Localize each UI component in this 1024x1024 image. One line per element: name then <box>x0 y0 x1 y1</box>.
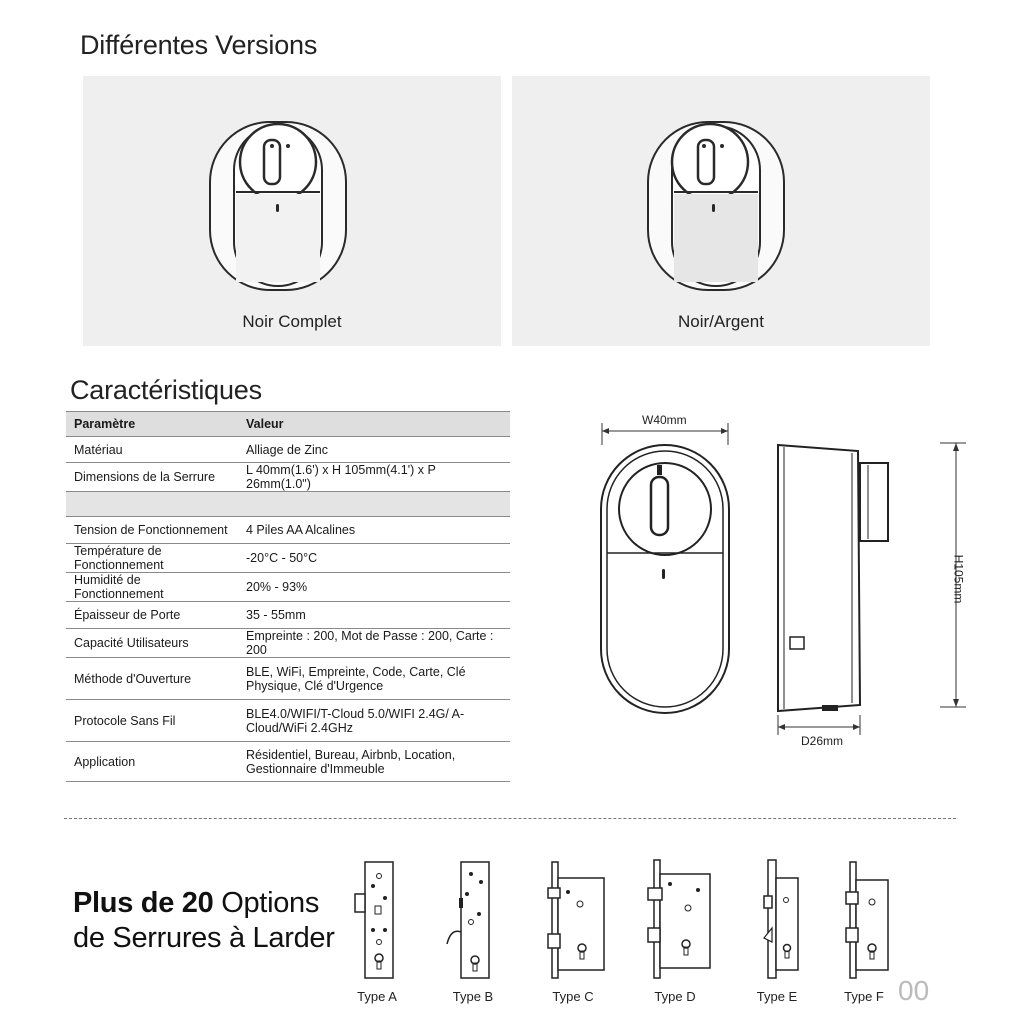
spec-param: Dimensions de la Serrure <box>66 463 238 492</box>
spec-value: 4 Piles AA Alcalines <box>238 517 510 544</box>
version-card-noir-complet <box>83 76 501 346</box>
spec-param: Application <box>66 742 238 782</box>
table-row-empty <box>66 492 510 517</box>
corner-mark: 00 <box>898 975 930 1006</box>
width-label: W40mm <box>642 413 687 427</box>
table-row <box>66 700 510 742</box>
header-valeur: Valeur <box>238 412 510 437</box>
table-row <box>66 437 510 463</box>
lock-illustration-black <box>208 120 348 292</box>
versions-title: Différentes Versions <box>80 30 318 60</box>
mortise-count: Plus de 20 <box>73 887 214 919</box>
mortise-type-label: Type A <box>357 989 397 1004</box>
mortise-type-b-icon <box>437 858 507 984</box>
table-row <box>66 463 510 492</box>
dimension-drawing <box>590 405 990 760</box>
mortise-type-label: Type C <box>552 989 594 1004</box>
mortise-type-label: Type D <box>654 989 696 1004</box>
spec-param: Humidité de Fonctionnement <box>66 573 238 602</box>
table-row <box>66 544 510 573</box>
spec-value: Empreinte : 200, Mot de Passe : 200, Carte : 200 <box>238 629 510 658</box>
header-parametre: Paramètre <box>66 412 238 437</box>
spec-value: L 40mm(1.6') x H 105mm(4.1') x P 26mm(1.0") <box>238 463 510 492</box>
table-row <box>66 742 510 782</box>
mortise-title-line1 <box>73 886 335 921</box>
version-caption: Noir/Argent <box>678 312 764 331</box>
mortise-title-line2: de Serrures à Larder <box>73 922 335 954</box>
version-caption: Noir Complet <box>242 312 342 331</box>
depth-label: D26mm <box>801 734 844 748</box>
table-header-row <box>66 412 510 437</box>
section-divider <box>64 818 956 819</box>
mortise-type-a-icon <box>345 858 415 984</box>
mortise-type-d-icon <box>640 856 716 982</box>
table-row <box>66 602 510 629</box>
specs-table <box>66 411 510 782</box>
lock-illustration-silver <box>646 120 786 292</box>
specs-title: Caractéristiques <box>70 375 262 405</box>
spec-value: Résidentiel, Bureau, Airbnb, Location, Gestionnaire d'Immeuble <box>238 742 510 782</box>
spec-param: Température de Fonctionnement <box>66 544 238 573</box>
mortise-type-e-icon <box>750 856 810 982</box>
spec-value: 20% - 93% <box>238 573 510 602</box>
table-row <box>66 517 510 544</box>
spec-param: Méthode d'Ouverture <box>66 658 238 700</box>
spec-value: -20°C - 50°C <box>238 544 510 573</box>
spec-value: BLE4.0/WIFI/T-Cloud 5.0/WIFI 2.4G/ A-Cloud/WiFi 2.4GHz <box>238 700 510 742</box>
mortise-title <box>73 886 335 956</box>
mortise-title-rest: Options <box>213 887 320 919</box>
spec-value: Alliage de Zinc <box>238 437 510 463</box>
spec-param: Matériau <box>66 437 238 463</box>
height-label: H105mm <box>951 554 966 604</box>
table-row <box>66 658 510 700</box>
spec-param: Protocole Sans Fil <box>66 700 238 742</box>
version-card-noir-argent <box>512 76 930 346</box>
table-row <box>66 629 510 658</box>
spec-param: Capacité Utilisateurs <box>66 629 238 658</box>
spec-value: BLE, WiFi, Empreinte, Code, Carte, Clé Physique, Clé d'Urgence <box>238 658 510 700</box>
mortise-type-label: Type B <box>452 989 494 1004</box>
spec-param: Épaisseur de Porte <box>66 602 238 629</box>
mortise-type-c-icon <box>540 858 610 984</box>
spec-param: Tension de Fonctionnement <box>66 517 238 544</box>
spec-value: 35 - 55mm <box>238 602 510 629</box>
mortise-type-f-icon <box>838 858 898 984</box>
mortise-type-label: Type F <box>844 989 884 1004</box>
table-row <box>66 573 510 602</box>
mortise-type-label: Type E <box>756 989 798 1004</box>
